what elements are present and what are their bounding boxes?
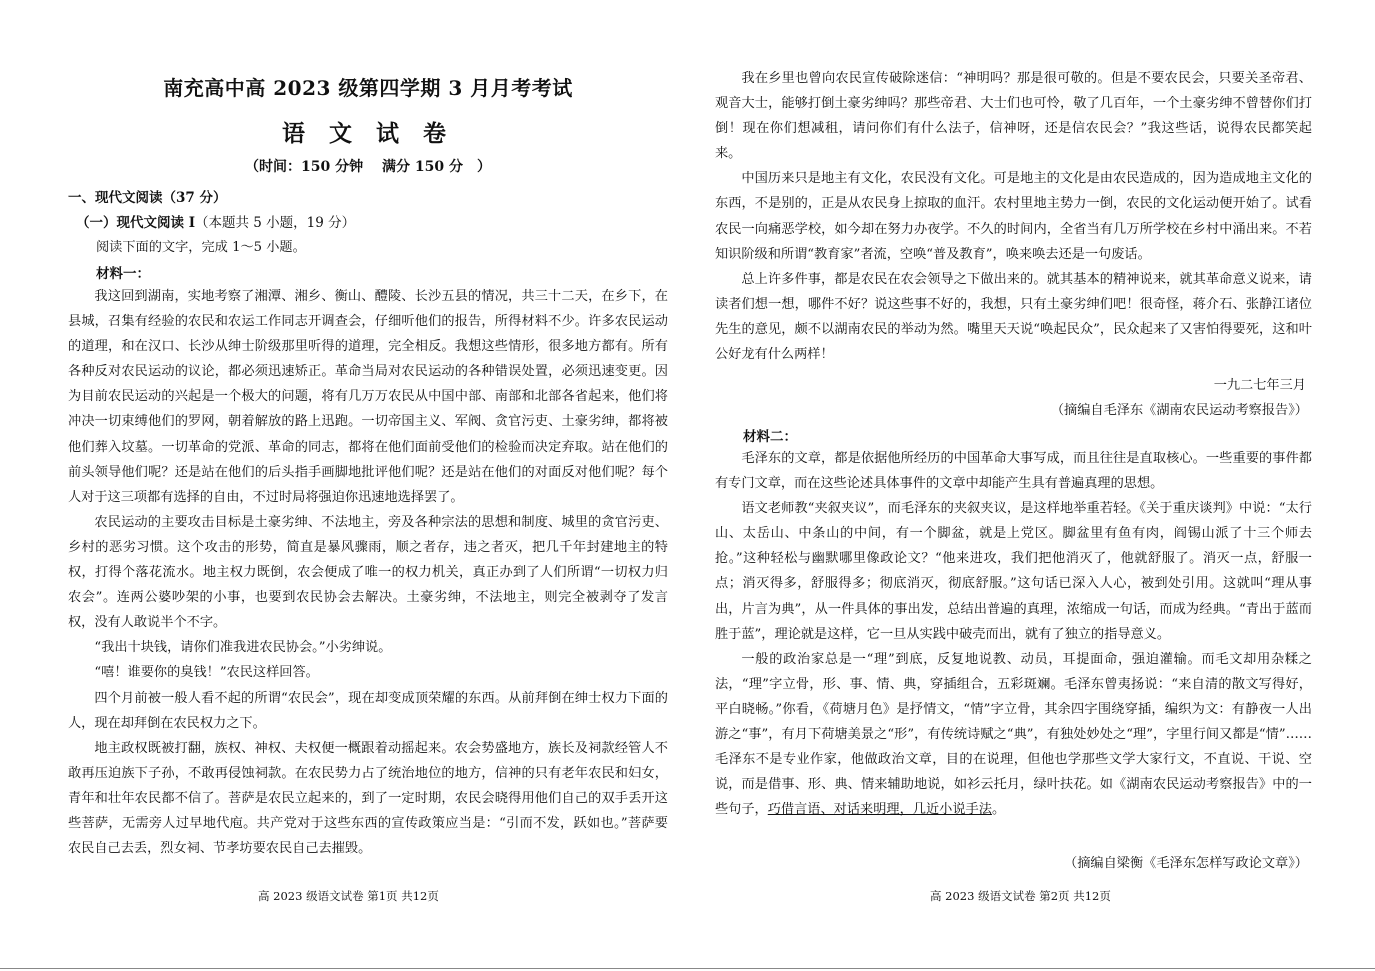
material1-date: 一九二七年三月 bbox=[1213, 378, 1306, 393]
paragraph: 四个月前被一般人看不起的所谓“农民会”，现在却变成顶荣耀的东西。从前拜倒在绅士权力下面的人，现在却拜倒在农民权力之下。 bbox=[68, 690, 668, 731]
paragraph: 地主政权既被打翻，族权、神权、夫权便一概跟着动摇起来。农会势盛地方，族长及祠款经管人不敢再压迫族下子孙，不敢再侵蚀祠款。在农民势力占了统治地位的地方，信神的只有老年农民和妇女，青年和壮年农民都不信了。菩萨是农民立起来的，到了一定时期，农民会晓得用他们自己的双手丢开这些菩萨，无需旁人过早地代庖。共产党对于这些东西的宣传政策应当是：“引而不发，跃如也。”菩萨要农民自己去丢，烈女祠、节孝坊要农民自己去摧毁。 bbox=[68, 740, 668, 857]
paragraph-text: 一般的政治家总是一“理”到底，反复地说教、动员，耳提面命，强迫灌输。而毛文却用杂糅之法，“理”字立骨，形、事、情、典，穿插组合，五彩斑斓。毛泽东曾夷扬说：“来自清的散文写得好，平白晓畅。”你看，《荷塘月色》是抒情文，“情”字立骨，其余四字围绕穿插，编织为文：有静夜一人出游之“事”，有月下荷塘美景之“形”，有传统诗赋之“典”，有独处妙处之“理”，字里行间又都是“情”……毛泽东不是专业作家，他做政治文章，目的在说理，但他也学那些文学大家行文，不直说、干说、空说，而是借事、形、典、情来辅助地说，如衫云托月，绿叶扶花。如《湖南农民运动考察报告》中的一些句子， bbox=[715, 651, 1312, 818]
part-heading bbox=[76, 211, 355, 231]
section-heading: 一、现代文阅读（37 分） bbox=[68, 190, 227, 206]
material1-right-text bbox=[715, 66, 1312, 367]
material1-left-text bbox=[68, 284, 668, 861]
paragraph bbox=[715, 647, 1312, 823]
material1-source: （摘编自毛泽东《湖南农民运动考察报告》） bbox=[1050, 403, 1308, 418]
part-heading-note: （本题共 5 小题，19 分） bbox=[195, 215, 356, 231]
paragraph: 中国历来只是地主有文化，农民没有文化。可是地主的文化是由农民造成的，因为造成地主文化的东西，不是别的，正是从农民身上掠取的血汗。农村里地主势力一倒，农民的文化运动便开始了。试看农民一向痛恶学校，如今却在努力办夜学。不久的时间内，全省当有几万所学校在乡村中涌出来。不若知识阶级和所谓“教育家”者流，空唤“普及教育”，唤来唤去还是一句废话。 bbox=[715, 171, 1312, 262]
paragraph: “我出十块钱，请你们准我进农民协会。”小劣绅说。 bbox=[94, 640, 392, 656]
paragraph: “嘻！谁要你的臭钱！”农民这样回答。 bbox=[94, 665, 319, 681]
paragraph: 我在乡里也曾向农民宣传破除迷信：“神明吗？那是很可敬的。但是不要农民会，只要关圣帝君、观音大士，能够打倒土豪劣绅吗？那些帝君、大士们也可怜，敬了几百年，一个土豪劣绅不曾替你们打倒！现在你们想减租，请问你们有什么法子，信神呀，还是信农民会？”我这些话，说得农民都笑起来。 bbox=[715, 71, 1312, 162]
paragraph-end: 。 bbox=[991, 802, 1006, 818]
material2-label: 材料二： bbox=[743, 429, 797, 445]
paragraph: 毛泽东的文章，都是依据他所经历的中国革命大事写成，而且往往是直取核心。一些重要的事件都有专门文章，而在这些论述具体事件的文章中却能产生具有普遍真理的思想。 bbox=[715, 451, 1312, 492]
exam-school-title: 南充高中高 2023 级第四学期 3 月月考考试 bbox=[163, 76, 573, 100]
underlined-phrase: 巧借言语、对话来明理，几近小说手法 bbox=[767, 802, 992, 818]
exam-info: （时间：150 分钟 满分 150 分 ） bbox=[245, 159, 491, 175]
material2-text bbox=[715, 446, 1312, 822]
page-footer-right: 高 2023 级语文试卷 第2页 共12页 bbox=[930, 889, 1111, 903]
material2-source: （摘编自梁衡《毛泽东怎样写政论文章》） bbox=[1064, 856, 1308, 871]
reading-instruction: 阅读下面的文字，完成 1～5 小题。 bbox=[96, 240, 306, 255]
page-bottom-edge bbox=[0, 968, 1375, 969]
paragraph: 语文老师教“夹叙夹议”，而毛泽东的夹叙夹议，是这样地举重若轻。《关于重庆谈判》中说：“太行山、太岳山、中条山的中间，有一个脚盆，就是上党区。脚盆里有鱼有肉，阎锡山派了十三个师去抢。”这种轻松与幽默哪里像政论文？“他来进攻，我们把他消灭了，他就舒服了。消灭一点，舒服一点；消灭得多，舒服得多；彻底消灭，彻底舒服。”这句话已深入人心，被到处引用。这就叫“理从事出，片言为典”，从一件具体的事出发，总结出普遍的真理，浓缩成一句话，而成为经典。“青出于蓝而胜于蓝”，理论就是这样，它一旦从实践中破壳而出，就有了独立的指导意义。 bbox=[715, 501, 1312, 642]
exam-subject-title: 语 文 试 卷 bbox=[281, 120, 455, 147]
page-footer-left: 高 2023 级语文试卷 第1页 共12页 bbox=[258, 889, 439, 903]
paragraph: 我这回到湖南，实地考察了湘潭、湘乡、衡山、醴陵、长沙五县的情况，共三十二天，在乡下，在县城，召集有经验的农民和农运工作同志开调查会，仔细听他们的报告，所得材料不少。许多农民运动的道理，和在汉口、长沙从绅士阶级那里听得的道理，完全相反。我想这些情形，很多地方都有。所有各种反对农民运动的议论，都必须迅速矫正。革命当局对农民运动的各种错误处置，必须迅速变更。因为目前农民运动的兴起是一个极大的问题，将有几万万农民从中国中部、南部和北部各省起来，他们将冲决一切束缚他们的罗网，朝着解放的路上迅跑。一切帝国主义、军阀、贪官污吏、土豪劣绅，都将被他们葬入坟墓。一切革命的党派、革命的同志，都将在他们面前受他们的检验而决定弃取。站在他们的前头领导他们呢？还是站在他们的后头指手画脚地批评他们呢？还是站在他们的对面反对他们呢？每个人对于这三项都有选择的自由，不过时局将强迫你迅速地选择罢了。 bbox=[68, 289, 668, 505]
material1-label: 材料一： bbox=[96, 266, 150, 282]
paragraph: 农民运动的主要攻击目标是土豪劣绅、不法地主，旁及各种宗法的思想和制度、城里的贪官污吏、乡村的恶劣习惯。这个攻击的形势，简直是暴风骤雨，顺之者存，违之者灭，把几千年封建地主的特权，打得个落花流水。地主权力既倒，农会便成了唯一的权力机关，真正办到了人们所谓“一切权力归农会”。连两公婆吵架的小事，也要到农民协会去解决。土豪劣绅，不法地主，则完全被剥夺了发言权，没有人敢说半个不字。 bbox=[68, 514, 668, 631]
part-heading-label: （一）现代文阅读 I bbox=[76, 215, 196, 231]
paragraph: 总上许多件事，都是农民在农会领导之下做出来的。就其基本的精神说来，就其革命意义说来，请读者们想一想，哪件不好？说这些事不好的，我想，只有土豪劣绅们吧！很奇怪，蒋介石、张静江诸位先生的意见，颇不以湖南农民的举动为然。嘴里天天说“唤起民众”，民众起来了又害怕得要死，这和叶公好龙有什么两样！ bbox=[715, 271, 1312, 363]
